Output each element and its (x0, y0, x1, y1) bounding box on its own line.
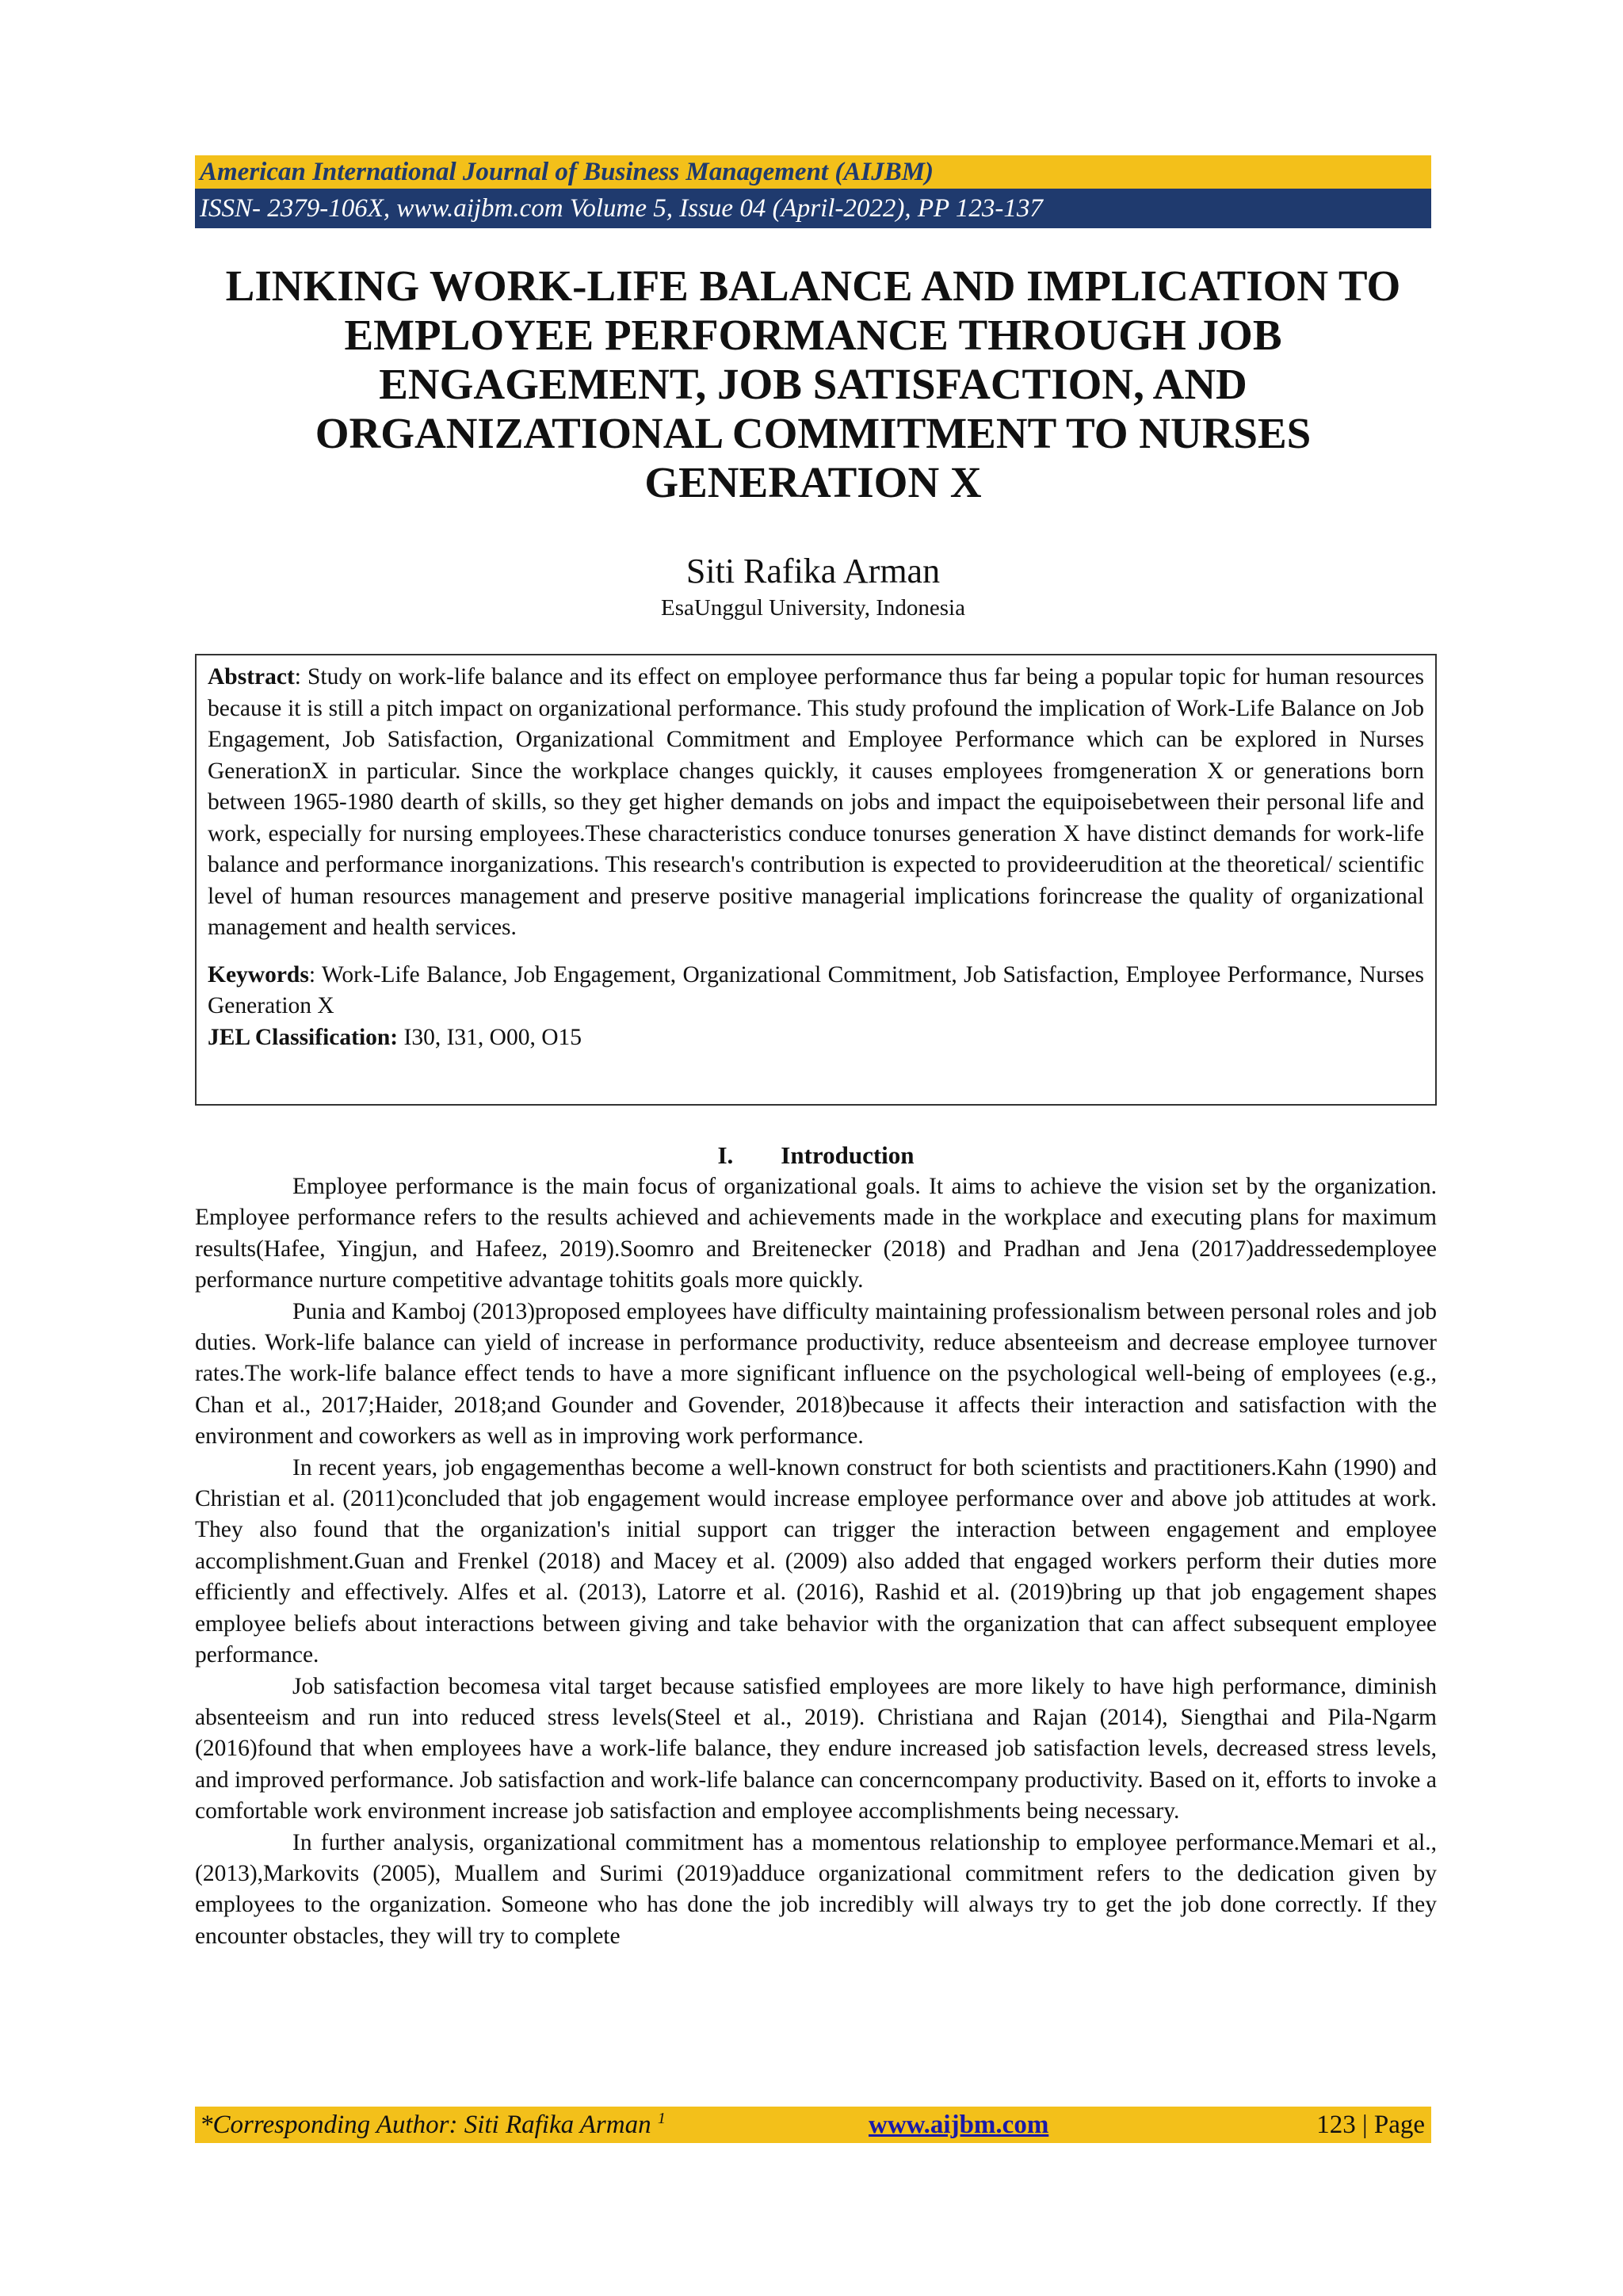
title-line: ORGANIZATIONAL COMMITMENT TO NURSES (315, 409, 1312, 457)
abstract-paragraph (208, 662, 1424, 944)
keywords-paragraph (208, 960, 1424, 1022)
page-footer (195, 2107, 1431, 2143)
author-name: Siti Rafika Arman (685, 552, 941, 590)
body-paragraph: Employee performance is the main focus of organizational goals. It aims to achieve the vision set by the organization. Employee performance refers to the results achieved and achievements made in the workplace and executing plans for maximum results(Hafee, Yingjun, and Hafeez, 2019).Soomro and Breitenecker (2018) and Pradhan and Jena (2017)addressedemployee performance nurture competitive advantage tohitits goals more quickly. (195, 1174, 1437, 1293)
keywords-text: : Work-Life Balance, Job Engagement, Organizational Commitment, Job Satisfaction, Employee Performance, Nurses Generation X (208, 961, 1424, 1018)
keywords-label: Keywords (208, 961, 309, 988)
body-paragraph: Job satisfaction becomesa vital target because satisfied employees are more likely to have high performance, diminish absenteeism and run into reduced stress levels(Steel et al., 2019). Christiana and Rajan (2014), Siengthai and Pila-Ngarm (2016)found that when employees have a work-life balance, they endure increased job satisfaction levels, decreased stress levels, and improved performance. Job satisfaction and work-life balance can concerncompany productivity. Based on it, efforts to invoke a comfortable work environment increase job satisfaction and employee accomplishments being necessary. (195, 1673, 1437, 1824)
section-title: Introduction (781, 1141, 915, 1169)
abstract-text: : Study on work-life balance and its effect on employee performance thus far being a popular topic for human resources because it is still a pitch impact on organizational performance. This study profound the implication of Work-Life Balance on Job Engagement, Job Satisfaction, Organizational Commitment and Employee Performance which can be explored in Nurses GenerationX in particular. Since the workplace changes quickly, it causes employees fromgeneration X or generations born between 1965-1980 dearth of skills, so they get higher demands on jobs and impact the equipoisebetween their personal life and work, especially for nursing employees.These characteristics conduce tonurses generation X have distinct demands for work-life balance and performance inorganizations. This research's contribution is expected to provideerudition at the theoretical/ scientific level of human resources management and preserve positive managerial implications forincrease the quality of organizational management and health services. (208, 664, 1424, 940)
body-text (195, 1171, 1437, 1952)
body-paragraph: In further analysis, organizational commitment has a momentous relationship to employee performance.Memari et al., (2013),Markovits (2005), Muallem and Surimi (2019)adduce organizational commitment refers to the dedication given by employees to the organization. Someone who has done the job incredibly will always try to get the job done correctly. If they encounter obstacles, they will try to complete (195, 1829, 1437, 1949)
journal-name-band: American International Journal of Business Management (AIJBM) (195, 155, 1431, 189)
page-number: 123 | Page (1316, 2111, 1425, 2139)
corresponding-author-text: *Corresponding Author: Siti Rafika Arman (200, 2111, 658, 2139)
title-line: ENGAGEMENT, JOB SATISFACTION, AND (379, 360, 1247, 408)
jel-paragraph (208, 1022, 1424, 1054)
jel-text: I30, I31, O00, O15 (398, 1024, 582, 1050)
title-line: LINKING WORK-LIFE BALANCE AND IMPLICATION TO (225, 262, 1401, 310)
title-line: EMPLOYEE PERFORMANCE THROUGH JOB (344, 311, 1282, 359)
corresponding-author (200, 2107, 666, 2143)
title-line: GENERATION X (644, 458, 982, 506)
issn-band: ISSN- 2379-106X, www.aijbm.com Volume 5, Issue 04 (April-2022), PP 123-137 (195, 189, 1431, 228)
journal-link[interactable]: www.aijbm.com (869, 2111, 1049, 2139)
abstract-label: Abstract (208, 664, 295, 690)
section-number: I. (717, 1141, 734, 1169)
author-superscript: 1 (657, 2110, 666, 2127)
body-paragraph: In recent years, job engagementhas become a well-known construct for both scientists and practitioners.Kahn (1990) and Christian et al. (2011)concluded that job engagement would increase employee performance over and above job attitudes at work. They also found that the organization's initial support can trigger the interaction between engagement and employee accomplishment.Guan and Frenkel (2018) and Macey et al. (2009) also added that engaged workers perform their duties more efficiently and effectively. Alfes et al. (2013), Latorre et al. (2016), Rashid et al. (2019)bring up that job engagement shapes employee beliefs about interactions between giving and take behavior with the organization that can affect subsequent employee performance. (195, 1454, 1437, 1668)
body-paragraph: Punia and Kamboj (2013)proposed employees have difficulty maintaining professionalism between personal roles and job duties. Work-life balance can yield of increase in performance productivity, reduce absenteeism and decrease employee turnover rates.The work-life balance effect tends to have a more significant influence on the psychological well-being of employees (e.g., Chan et al., 2017;Haider, 2018;and Gounder and Govender, 2018)because it affects their interaction and satisfaction with the environment and coworkers as well as in improving work performance. (195, 1298, 1437, 1450)
paper-title (195, 262, 1431, 507)
abstract-box (195, 654, 1437, 1106)
section-heading (195, 1140, 1437, 1171)
jel-label: JEL Classification: (208, 1024, 399, 1050)
author-affiliation: EsaUnggul University, Indonesia (661, 595, 965, 621)
